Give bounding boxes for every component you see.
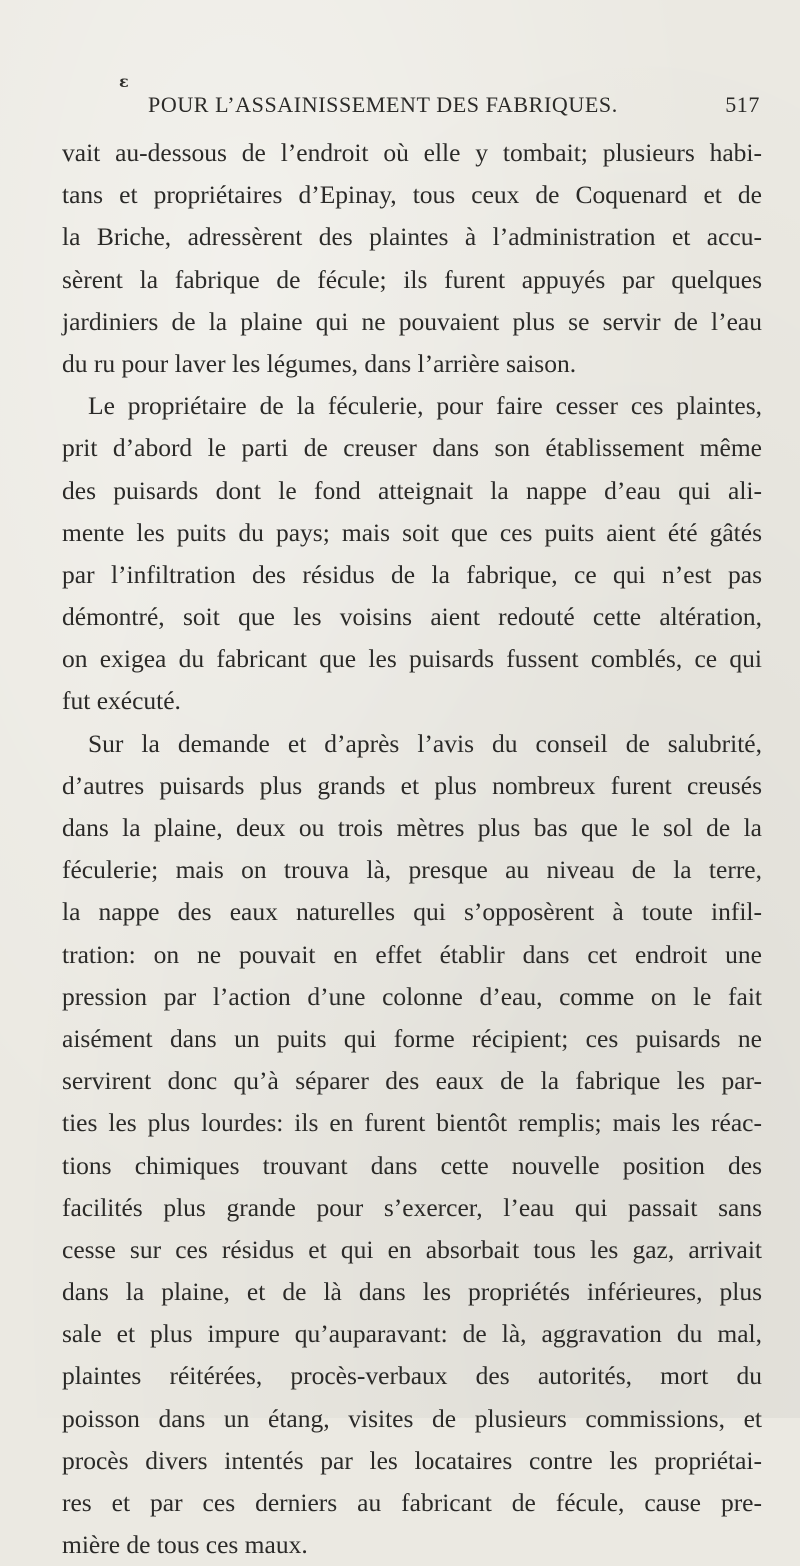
text-line: démontré, soit que les voisins aient redouté cette altération, — [62, 602, 762, 632]
text-line: mente les puits du pays; mais soit que ces puits aient été gâtés — [62, 517, 762, 547]
body-text — [62, 132, 762, 1566]
text-line: par l’infiltration des résidus de la fabrique, ce qui n’est pas — [62, 559, 762, 589]
text-line: cesse sur ces résidus et qui en absorbait tous les gaz, arrivait — [62, 1234, 762, 1264]
text-line: vait au-dessous de l’endroit où elle y tombait; plusieurs habi- — [62, 138, 762, 167]
text-line: des puisards dont le fond atteignait la nappe d’eau qui ali- — [62, 475, 762, 505]
signature-mark: ε — [119, 72, 129, 91]
text-line: res et par ces derniers au fabricant de fécule, cause pre- — [62, 1488, 762, 1517]
text-line: tions chimiques trouvant dans cette nouvelle position des — [62, 1150, 762, 1180]
text-line: prit d’abord le parti de creuser dans son établissement même — [62, 433, 762, 463]
text-line: pression par l’action d’une colonne d’eau, comme on le fait — [62, 981, 762, 1011]
text-line: poisson dans un étang, visites de plusieurs commissions, et — [62, 1403, 762, 1433]
text-line: fut exécuté. — [62, 686, 181, 716]
text-line: facilités plus grande pour s’exercer, l’eau qui passait sans — [62, 1192, 762, 1222]
text-line: la nappe des eaux naturelles qui s’opposèrent à toute infil- — [62, 897, 762, 927]
text-line: servirent donc qu’à séparer des eaux de la fabrique les par- — [62, 1066, 762, 1096]
text-line: Sur la demande et d’après l’avis du conseil de salubrité, — [88, 728, 762, 758]
text-line: aisément dans un puits qui forme récipient; ces puisards ne — [62, 1023, 762, 1053]
text-line: ties les plus lourdes: ils en furent bientôt remplis; mais les réac- — [62, 1108, 762, 1138]
text-line: on exigea du fabricant que les puisards fussent comblés, ce qui — [62, 644, 762, 674]
running-head — [148, 92, 788, 126]
text-line: sèrent la fabrique de fécule; ils furent appuyés par quelques — [62, 264, 762, 294]
running-title: POUR L’ASSAINISSEMENT DES FABRIQUES. — [148, 92, 618, 117]
text-line: d’autres puisards plus grands et plus nombreux furent creusés — [62, 770, 762, 800]
text-line: Le propriétaire de la féculerie, pour faire cesser ces plaintes, — [88, 391, 762, 421]
text-line: mière de tous ces maux. — [62, 1530, 308, 1560]
text-line: la Briche, adressèrent des plaintes à l’administration et accu- — [62, 222, 762, 252]
text-line: procès divers intentés par les locataires contre les propriétai- — [62, 1445, 762, 1475]
page-number: 517 — [725, 92, 760, 117]
text-line: tans et propriétaires d’Epinay, tous ceux de Coquenard et de — [62, 180, 762, 210]
text-line: sale et plus impure qu’auparavant: de là, aggravation du mal, — [62, 1319, 762, 1349]
text-line: du ru pour laver les légumes, dans l’arrière saison. — [62, 348, 577, 378]
text-line: plaintes réitérées, procès-verbaux des autorités, mort du — [62, 1361, 762, 1391]
text-line: féculerie; mais on trouva là, presque au niveau de la terre, — [62, 855, 762, 885]
text-line: jardiniers de la plaine qui ne pouvaient plus se servir de l’eau — [62, 306, 762, 336]
text-line: tration: on ne pouvait en effet établir dans cet endroit une — [62, 939, 762, 969]
text-line: dans la plaine, deux ou trois mètres plus bas que le sol de la — [62, 813, 762, 842]
text-line: dans la plaine, et de là dans les propriétés inférieures, plus — [62, 1277, 762, 1307]
